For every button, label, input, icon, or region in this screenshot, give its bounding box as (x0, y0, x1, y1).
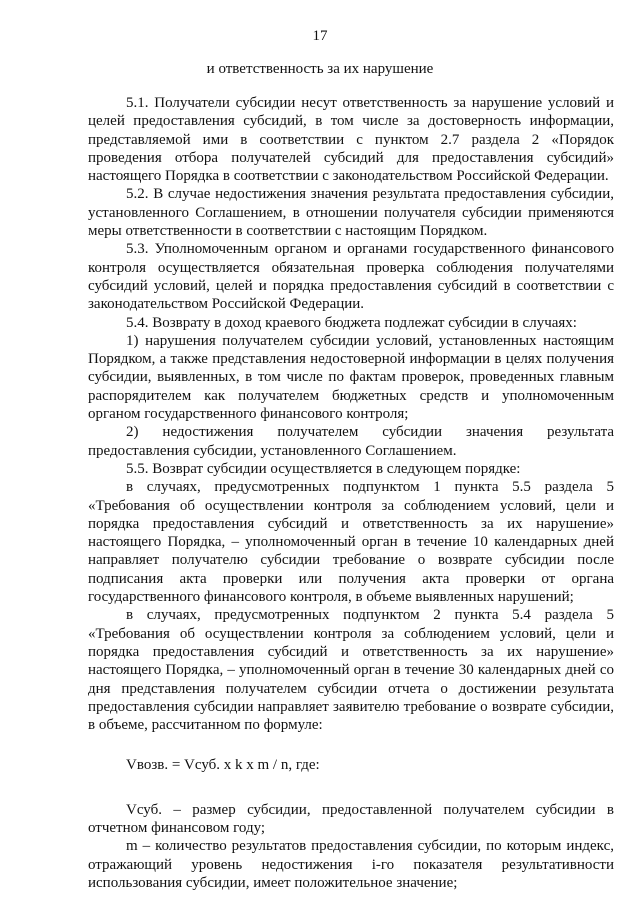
definition-vsub: Vсуб. – размер субсидии, предоставленной получателем субсидии в отчетном финансовом году; (88, 801, 614, 836)
paragraph-5-5-case-2: в случаях, предусмотренных подпунктом 2 пункта 5.4 раздела 5 «Требования об осуществлении контроля за соблюдением условий, цели и порядка предоставления субсидий и ответственность за их нарушение» настоящего Порядка, – уполномоченный орган в течение 30 календарных дней со дня представления получателем субсидии отчета о достижении результата предоставления субсидии направляет заявителю требование о возврате субсидии, в объеме, рассчитанном по формуле: (88, 607, 614, 734)
paragraph-5-4: 5.4. Возврату в доход краевого бюджета подлежат субсидии в случаях: (126, 314, 577, 331)
paragraph-5-4-item-1: 1) нарушения получателем субсидии условий, установленных настоящим Порядком, а также представления недостоверной информации в целях получения субсидии, выявленных, в том числе по фактам проверок, проведенных главным распорядителем как получателем бюджетных средств и уполномоченным органом государственного финансового контроля; (88, 332, 614, 423)
paragraph-5-4-item-2: 2) недостижения получателем субсидии значения результата предоставления субсидии, установленного Соглашением. (88, 424, 614, 459)
paragraph-5-2: 5.2. В случае недостижения значения результата предоставления субсидии, установленного Соглашением, в отношении получателя субсидии применяются меры ответственности в соответствии с настоящим Порядком. (88, 186, 614, 240)
paragraph-5-1: 5.1. Получатели субсидии несут ответственность за нарушение условий и целей предоставления субсидий, в том числе за достоверность информации, представляемой ими в соответствии с пунктом 2.7 раздела 2 «Порядок проведения отбора получателей субсидий для предоставления субсидий» настоящего Порядка в соответствии с законодательством Российской Федерации. (88, 95, 614, 185)
paragraph-5-5-case-1: в случаях, предусмотренных подпунктом 1 пункта 5.5 раздела 5 «Требования об осуществлении контроля за соблюдением условий, цели и порядка предоставления субсидий и ответственность за их нарушение» настоящего Порядка, – уполномоченный орган в течение 10 календарных дней направляет получателю субсидии требование о возврате субсидии после подписания акта проверки или получения акта проверки от органа государственного финансового контроля, в объеме выявленных нарушений; (88, 479, 614, 606)
page-number: 17 (312, 28, 328, 44)
definition-m: m – количество результатов предоставления субсидии, по которым индекс, отражающий уровень недостижения i-го показателя результативности использования субсидии, имеет положительное значение; (88, 838, 614, 891)
section-heading: и ответственность за их нарушение (206, 61, 434, 77)
paragraph-5-5: 5.5. Возврат субсидии осуществляется в следующем порядке: (126, 460, 521, 477)
paragraph-5-3: 5.3. Уполномоченным органом и органами государственного финансового контроля осуществляется обязательная проверка соблюдения получателями субсидий условий, целей и порядка предоставления субсидий в соответствии с законодательством Российской Федерации. (88, 241, 614, 313)
refund-formula: Vвозв. = Vсуб. x k x m / n, где: (126, 757, 320, 774)
document-body (88, 94, 614, 892)
